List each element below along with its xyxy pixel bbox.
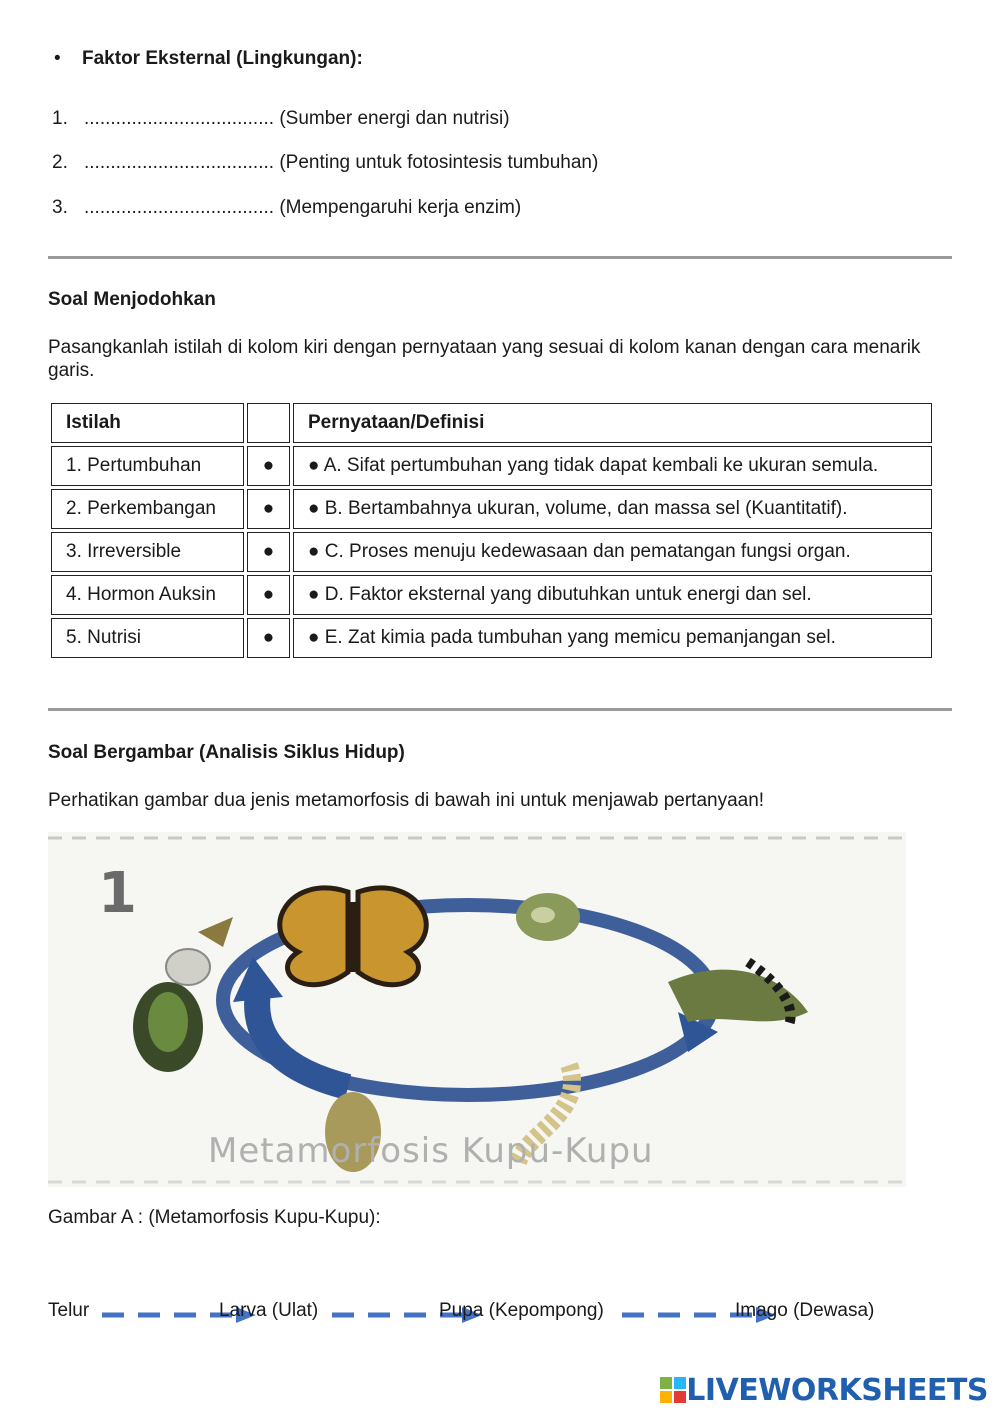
- external-factor-heading: [48, 48, 363, 70]
- term-cell: 2. Perkembangan: [51, 489, 244, 529]
- match-dot-left[interactable]: ●: [247, 446, 290, 486]
- match-dot-left[interactable]: ●: [247, 575, 290, 615]
- match-dot-left[interactable]: ●: [247, 489, 290, 529]
- term-cell: 3. Irreversible: [51, 532, 244, 572]
- item-hint: (Penting untuk fotosintesis tumbuhan): [279, 152, 599, 173]
- stage-pupa: Pupa (Kepompong): [439, 1300, 604, 1321]
- answer-blank-2[interactable]: ....................................: [84, 152, 275, 173]
- table-row: [51, 618, 932, 658]
- term-cell: 4. Hormon Auksin: [51, 575, 244, 615]
- item-number: 1.: [52, 108, 68, 129]
- external-factor-item-1: [52, 108, 510, 130]
- stage-larva: Larva (Ulat): [219, 1300, 319, 1321]
- term-cell: 5. Nutrisi: [51, 618, 244, 658]
- matching-table: [48, 400, 935, 661]
- definition-cell[interactable]: ● A. Sifat pertumbuhan yang tidak dapat kembali ke ukuran semula.: [293, 446, 932, 486]
- item-hint: (Sumber energi dan nutrisi): [279, 108, 510, 129]
- definition-cell[interactable]: ● C. Proses menuju kedewasaan dan pematangan fungsi organ.: [293, 532, 932, 572]
- matching-instruction: Pasangkanlah istilah di kolom kiri dengan pernyataan yang sesuai di kolom kanan dengan cara menarik garis.: [48, 337, 921, 381]
- external-factor-title: Faktor Eksternal (Lingkungan):: [82, 48, 363, 69]
- item-number: 3.: [52, 197, 68, 218]
- stage-egg: Telur: [48, 1300, 90, 1321]
- liveworksheets-logo[interactable]: [660, 1372, 988, 1408]
- match-dot-left[interactable]: ●: [247, 618, 290, 658]
- butterfly-metamorphosis-figure: [48, 832, 906, 1187]
- item-hint: (Mempengaruhi kerja enzim): [279, 197, 522, 218]
- definition-cell[interactable]: ● E. Zat kimia pada tumbuhan yang memicu pemanjangan sel.: [293, 618, 932, 658]
- table-row: [51, 489, 932, 529]
- header-definition: Pernyataan/Definisi: [293, 403, 932, 443]
- header-term: Istilah: [51, 403, 244, 443]
- item-number: 2.: [52, 152, 68, 173]
- external-factor-item-2: [52, 152, 598, 174]
- figure-a-caption: Gambar A : (Metamorfosis Kupu-Kupu):: [48, 1207, 381, 1228]
- table-row: [51, 446, 932, 486]
- figure-number: 1: [98, 861, 137, 926]
- definition-cell[interactable]: ● B. Bertambahnya ukuran, volume, dan massa sel (Kuantitatif).: [293, 489, 932, 529]
- header-mid: [247, 403, 290, 443]
- cycle-arrow-left: [257, 992, 348, 1087]
- bullet-marker: •: [54, 48, 61, 69]
- matching-title: Soal Menjodohkan: [48, 289, 216, 310]
- table-header-row: [51, 403, 932, 443]
- figure-caption: Metamorfosis Kupu-Kupu: [208, 1131, 654, 1171]
- table-row: [51, 532, 932, 572]
- liveworksheets-icon: [660, 1377, 686, 1403]
- table-row: [51, 575, 932, 615]
- definition-cell[interactable]: ● D. Faktor eksternal yang dibutuhkan untuk energi dan sel.: [293, 575, 932, 615]
- picture-section-title: Soal Bergambar (Analisis Siklus Hidup): [48, 742, 405, 763]
- section-divider: [48, 256, 952, 259]
- section-divider: [48, 708, 952, 711]
- picture-section-instruction: Perhatikan gambar dua jenis metamorfosis di bawah ini untuk menjawab pertanyaan!: [48, 790, 765, 811]
- stage-imago: Imago (Dewasa): [735, 1300, 875, 1321]
- match-dot-left[interactable]: ●: [247, 532, 290, 572]
- chrysalis-left: [133, 982, 203, 1072]
- external-factor-item-3: [52, 197, 521, 219]
- metamorphosis-flow: [48, 1300, 948, 1330]
- caterpillar-larva: [668, 962, 808, 1027]
- metamorphosis-illustration: [48, 832, 906, 1187]
- brand-name: LIVEWORKSHEETS: [686, 1372, 988, 1408]
- butterfly-adult: [280, 888, 426, 985]
- term-cell: 1. Pertumbuhan: [51, 446, 244, 486]
- answer-blank-1[interactable]: ....................................: [84, 108, 275, 129]
- answer-blank-3[interactable]: ....................................: [84, 197, 275, 218]
